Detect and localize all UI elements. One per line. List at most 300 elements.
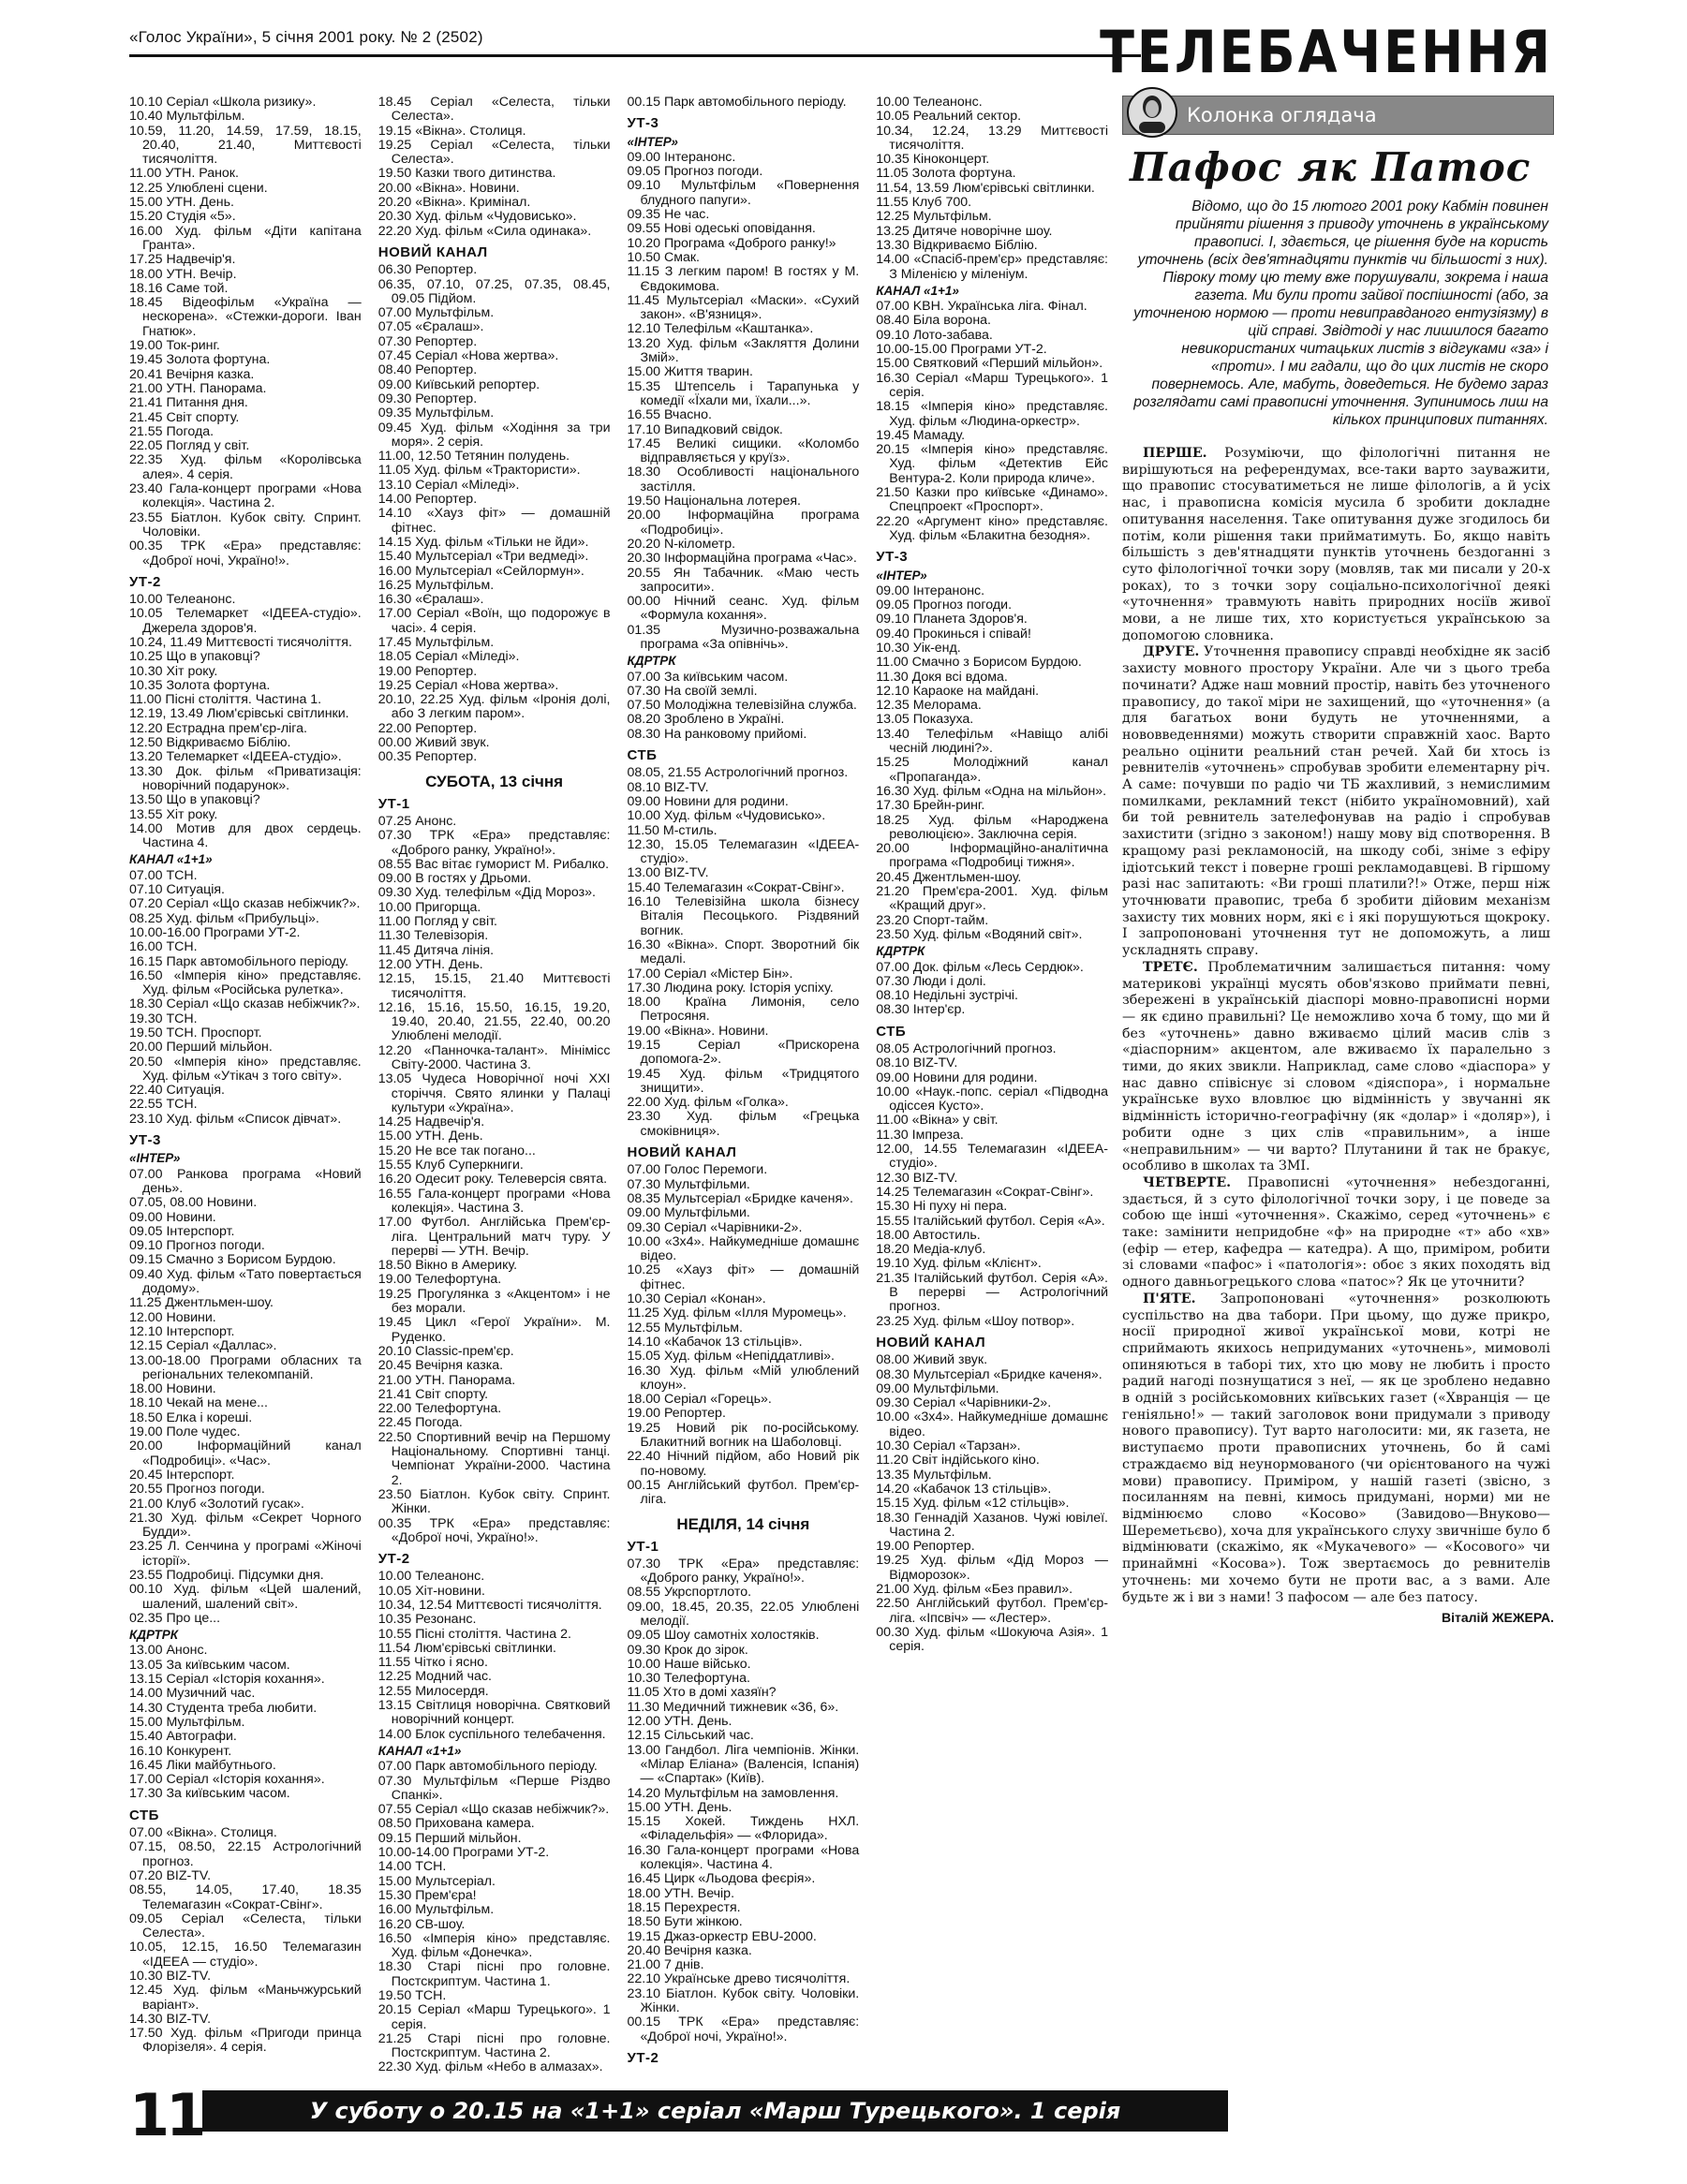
column-heading: Колонка оглядача [1187, 104, 1377, 126]
program-entry: 07.05, 08.00 Новини. [129, 1195, 258, 1211]
program-entry: 02.35 Про це... [129, 1610, 221, 1626]
program-entry: 08.35 Мультсеріал «Бридке каченя». [627, 1190, 853, 1206]
program-entry: 18.50 Бути жінкою. [627, 1914, 743, 1930]
program-entry: 18.15 Перехрестя. [627, 1899, 741, 1915]
program-entry: 19.15 Серіал «Прискорена допомога-2». [627, 1038, 860, 1068]
page-header [129, 18, 1553, 86]
program-entry: 10.00 «3х4». Найкумедніше домашнє відео. [876, 1409, 1108, 1439]
channel-subheading: КДРТРК [876, 944, 925, 959]
program-entry: 20.00 Інформаційно-аналітична програма «Подробиці тижня». [876, 841, 1108, 871]
program-entry: 23.50 Худ. фільм «Водяний світ». [876, 926, 1083, 942]
program-entry: 18.45 Серіал «Селеста, тільки Селеста». [377, 95, 611, 125]
program-entry: 15.05 Худ. фільм «Непіддатливі». [627, 1349, 835, 1365]
channel-subheading: КАНАЛ «1+1» [876, 283, 959, 298]
program-entry: 17.45 Мультфільм. [377, 634, 495, 650]
program-entry: 18.00 УТН. Вечір. [129, 266, 237, 282]
channel-heading: УТ-2 [377, 1551, 410, 1568]
program-entry: 21.00 Клуб «Золотий гусак». [129, 1496, 304, 1512]
program-entry: 23.50 Біатлон. Кубок світу. Спринт. Жінки. [377, 1486, 611, 1517]
program-entry: 12.10 Телефільм «Каштанка». [627, 321, 814, 337]
channel-heading: УТ-1 [627, 1538, 659, 1555]
program-entry: 20.15 Серіал «Марш Турецького». 1 серія. [377, 2002, 611, 2032]
program-entry: 10.05 Реальний сектор. [876, 109, 1022, 125]
program-entry: 12.50 Відкриваємо Біблію. [129, 735, 291, 751]
program-entry: 14.00 ТСН. [377, 1859, 447, 1875]
program-entry: 00.15 Англійський футбол. Прем'єр-ліга. [627, 1477, 860, 1508]
program-entry: 19.00 Репортер. [627, 1406, 726, 1422]
program-entry: 11.45 Мультсеріал «Маски». «Сухий закон». «В'язниця». [627, 292, 860, 323]
program-entry: 08.50 Прихована камера. [377, 1816, 535, 1832]
program-entry: 13.00-18.00 Програми обласних та регіональних телекомпаній. [129, 1352, 362, 1382]
schedule-block [628, 1145, 860, 1507]
program-entry: 19.25 Новий рік по-російському. Блакитний вогник на Шаболовці. [627, 1420, 860, 1451]
program-entry: 10.59, 11.20, 14.59, 17.59, 18.15, 20.40, 21.40, Миттєвості тисячоліття. [129, 123, 362, 168]
program-entry: 13.05 Чудеса Новорічної ночі XXI сторіччя. Свято ялинки у Палаці культури «Україна». [377, 1071, 611, 1115]
program-entry: 14.25 Надвечір'я. [377, 1114, 485, 1130]
program-entry: 11.45 Дитяча лінія. [377, 942, 495, 958]
program-entry: 19.45 Мамаду. [876, 427, 966, 443]
program-entry: 16.30 Худ. фільм «Одна на мільйон». [876, 783, 1107, 799]
program-entry: 00.35 Репортер. [377, 749, 478, 765]
program-entry: 10.00 «3х4». Найкумедніше домашнє відео. [627, 1233, 860, 1264]
program-entry: 19.15 Джаз-оркестр EBU-2000. [627, 1928, 817, 1944]
program-entry: 11.54 Люм'єрівські світлинки. [377, 1640, 556, 1656]
schedule-block [628, 748, 860, 1139]
channel-heading: СТБ [876, 1023, 907, 1040]
program-entry: 21.00 УТН. Панорама. [129, 380, 267, 396]
program-entry: 19.25 Прогулянка з «Акцентом» і не без морали. [377, 1286, 611, 1317]
schedule-block [876, 1335, 1108, 1655]
program-entry: 23.20 Спорт-тайм. [876, 912, 989, 928]
schedule-block [876, 1025, 1108, 1329]
program-entry: 17.30 Людина року. Історія успіху. [627, 980, 834, 996]
program-entry: 09.00 Новини для родини. [627, 793, 789, 809]
program-entry: 09.00 Мультфільми. [627, 1205, 750, 1221]
program-entry: 18.25 Худ. фільм «Народжена революцією». Заключна серія. [876, 812, 1108, 842]
program-entry: 19.15 «Вікна». Столиця. [377, 123, 526, 139]
program-entry: 19.25 Серіал «Нова жертва». [377, 677, 559, 693]
program-entry: 10.20 Програма «Доброго ранку!» [627, 235, 836, 251]
program-entry: 18.15 «Імперія кіно» представляє. Худ. фільм «Людина-оркестр». [876, 399, 1108, 429]
program-entry: 23.30 Худ. фільм «Грецька смоківниця». [627, 1109, 860, 1139]
issue-line: «Голос України», 5 січня 2001 року. № 2 (2502) [129, 28, 483, 46]
program-entry: 09.00 Мультфільми. [876, 1380, 999, 1396]
program-entry: 13.35 Мультфільм. [876, 1467, 992, 1483]
program-entry: 12.16, 15.16, 15.50, 16.15, 19.20, 19.40, 20.40, 21.55, 22.40, 00.20 Улюблені мелодії. [377, 999, 611, 1044]
program-entry: 11.05 Худ. фільм «Трактористи». [377, 463, 581, 479]
schedule-block [378, 245, 611, 765]
program-entry: 20.10, 22.25 Худ. фільм «Іронія долі, або З легким паром». [377, 692, 611, 722]
program-entry: 18.10 Чекай на мене... [129, 1395, 268, 1411]
program-entry: 15.55 Італійський футбол. Серія «А». [876, 1213, 1105, 1229]
program-entry: 17.30 Брейн-ринг. [876, 798, 985, 814]
program-entry: 15.25 Молодіжний канал «Пропаганда». [876, 755, 1108, 785]
program-entry: 07.20 BIZ-TV. [129, 1867, 212, 1883]
program-entry: 14.00 Музичний час. [129, 1686, 256, 1702]
program-entry: 23.40 Гала-концерт програми «Нова колекція». Частина 2. [129, 481, 362, 511]
promo-banner: У суботу о 20.15 на «1+1» серіал «Марш Турецького». 1 серія [202, 2090, 1228, 2132]
program-entry: 18.00 Новини. [129, 1381, 216, 1397]
channel-heading: НОВИЙ КАНАЛ [377, 243, 488, 260]
program-entry: 09.15 Перший мільйон. [377, 1830, 522, 1846]
program-entry: 22.30 Худ. фільм «Небо в алмазах». [377, 2059, 603, 2075]
program-entry: 09.10 Мультфільм «Повернення блудного папуги». [627, 178, 860, 208]
program-entry: 10.30 Серіал «Тарзан». [876, 1439, 1021, 1454]
program-entry: 22.50 Англійський футбол. Прем'єр-ліга. «Іпсвіч» — «Лестер». [876, 1596, 1108, 1626]
article-paragraph [1122, 644, 1550, 959]
program-entry: 12.25 Модний час. [377, 1669, 492, 1685]
program-entry: 08.10 BIZ-TV. [627, 779, 709, 795]
program-entry: 19.25 Серіал «Селеста, тільки Селеста». [377, 137, 611, 168]
channel-subheading: КАНАЛ «1+1» [377, 1743, 462, 1758]
program-entry: 10.05 Хіт-новини. [377, 1583, 485, 1599]
schedule-block [876, 284, 1108, 543]
program-entry: 16.30 Серіал «Марш Турецького». 1 серія. [876, 370, 1108, 400]
program-entry: 23.55 Біатлон. Кубок світу. Спринт. Чоловіки. [129, 509, 362, 539]
program-entry: 16.20 Одесит року. Телеверсія свята. [377, 1172, 608, 1188]
program-entry: 07.30 На своїй землі. [627, 683, 758, 699]
schedule-block [628, 654, 860, 742]
program-entry: 11.30 Телевізорія. [377, 928, 489, 944]
program-entry: 11.00 Пісні століття. Частина 1. [129, 692, 322, 708]
program-entry: 15.00 УТН. День. [377, 1129, 483, 1144]
program-entry: 15.00 Мультфільм. [129, 1714, 245, 1730]
program-entry: 22.45 Погода. [377, 1415, 463, 1431]
program-entry: 18.50 Елка і кореші. [129, 1409, 253, 1425]
program-entry: 13.30 Відкриваємо Біблію. [876, 237, 1038, 253]
program-entry: 10.10 Серіал «Школа ризику». [129, 95, 317, 110]
program-entry: 15.55 Клуб Суперкниги. [377, 1158, 524, 1173]
program-entry: 07.45 Серіал «Нова жертва». [377, 348, 559, 364]
program-entry: 20.20 «Вікна». Кримінал. [377, 195, 531, 211]
program-entry: 16.00 Худ. фільм «Діти капітана Гранта». [129, 223, 362, 253]
channel-subheading: КДРТРК [129, 1628, 179, 1643]
program-entry: 13.55 Хіт року. [129, 806, 218, 822]
article-paragraph [1122, 1291, 1550, 1606]
program-entry: 09.05 Серіал «Селеста, тільки Селеста». [129, 1911, 362, 1941]
program-entry: 22.00 Телефортуна. [377, 1401, 502, 1417]
program-entry: 10.00-14.00 Програми УТ-2. [377, 1845, 550, 1861]
program-entry: 20.55 Прогноз погоди. [129, 1482, 265, 1498]
program-entry: 15.40 Автографи. [129, 1729, 237, 1745]
program-entry: 21.35 Італійський футбол. Серія «А». В перерві — Астрологічний прогноз. [876, 1270, 1108, 1315]
program-entry: 00.35 ТРК «Ера» представляє: «Доброї ночі, Україно!». [377, 1515, 611, 1545]
program-entry: 08.20 Зроблено в Україні. [627, 712, 785, 728]
paragraph-text: Уточнення правопису справді необхідне як засіб захисту мовного простору України. Але чи з цього треба починати? Адже наш мовний простір, навіть без уточненого правопису, до такої міри не захищений, що «уточнення» (а для багатьох вони будуть не уточненнями, а нововведеннями) можуть створити справжній хаос. Варто реально оцінити реальний стан речей. Хай би хтось із ревнителів «уточнень» спробував зробити елементарну річ. А саме: почувши по радіо чи ТБ жахливий, з немислимим помилками, рекламний текст (нібито україномовний), хай би той ревнитель зателефонував на радіо і спробував захистити (згідно з законом!) нашу мову від спотворення. В кращому разі рекламоносій, на шкоду собі, зніме з ефіру ідіотський текст і поверне гроші рекламодавцеві. В гіршому разі нас запитають: «Ви гроші платили?!» Отже, перш ніж уточнювати правопис, треба б зробити дійовим механізм захисту тих мовних норм, які є і які порушуються щокроку. І запропоновані уточнення тут не допоможуть, а лиш ускладнять справу. [1122, 644, 1550, 959]
program-entry: 10.00 Телеанонс. [129, 592, 236, 608]
program-entry: 18.05 Серіал «Міледі». [377, 649, 520, 665]
tv-schedule [129, 96, 1108, 2081]
program-entry: 08.30 Інтер'єр. [876, 1002, 966, 1018]
schedule-block [129, 852, 362, 1127]
program-entry: 16.50 «Імперія кіно» представляє. Худ. фільм «Донечка». [377, 1930, 611, 1961]
program-entry: 15.00 УТН. День. [129, 195, 234, 211]
program-entry: 09.55 Нові одеські оповідання. [627, 221, 816, 237]
channel-heading: СТБ [129, 1807, 159, 1823]
program-entry: 16.50 «Імперія кіно» представляє. Худ. фільм «Російська рулетка». [129, 967, 362, 998]
program-entry: 00.35 ТРК «Ера» представляє: «Доброї ночі, Україно!». [129, 539, 362, 568]
program-entry: 19.25 Худ. фільм «Дід Мороз — Відморозок». [876, 1553, 1108, 1583]
program-entry: 19.00 Телефортуна. [377, 1272, 502, 1288]
program-entry: 08.40 Репортер. [377, 362, 478, 378]
program-entry: 09.35 Мультфільм. [377, 406, 495, 421]
program-entry: 21.41 Питання дня. [129, 395, 248, 411]
program-entry: 22.35 Худ. фільм «Королівська алея». 4 серія. [129, 452, 362, 482]
program-entry: 14.20 «Кабачок 13 стільців». [876, 1481, 1052, 1497]
program-entry: 09.30 Серіал «Чарівники-2». [876, 1395, 1052, 1411]
program-entry: 21.41 Світ спорту. [377, 1386, 489, 1402]
schedule-block [628, 116, 860, 652]
article-paragraph [1122, 960, 1550, 1175]
program-entry: 11.50 М-стиль. [627, 822, 718, 838]
program-entry: 17.00 Футбол. Англійська Прем'єр-ліга. Центральний матч туру. У перерві — УТН. Вечір. [377, 1215, 611, 1259]
program-entry: 18.20 Медіа-клуб. [876, 1242, 986, 1258]
program-entry: 20.41 Вечірня казка. [129, 366, 255, 382]
program-entry: 21.00 УТН. Панорама. [377, 1372, 516, 1388]
channel-subheading: КАНАЛ «1+1» [129, 852, 213, 867]
program-entry: 07.30 ТРК «Ера» представляє: «Доброго ранку, Україно!». [627, 1556, 860, 1586]
paragraph-label: П'ЯТЕ. [1143, 1291, 1196, 1306]
program-entry: 00.30 Худ. фільм «Шокуюча Азія». 1 серія. [876, 1624, 1108, 1655]
program-entry: 08.10 BIZ-TV. [876, 1055, 958, 1071]
program-entry: 10.30 Уік-енд. [876, 640, 961, 656]
program-entry: 21.50 Казки про київське «Динамо». Спецпроект «Проспорт». [876, 485, 1108, 515]
program-entry: 16.45 Цирк «Льодова феєрія». [627, 1871, 816, 1887]
program-entry: 09.10 Лото-забава. [876, 327, 993, 343]
program-entry: 09.05 Шоу самотніх холостяків. [627, 1628, 820, 1644]
program-entry: 11.00 УТН. Ранок. [129, 166, 239, 182]
program-entry: 15.30 Прем'єра! [377, 1887, 477, 1903]
program-entry: 21.00 Худ. фільм «Без правил». [876, 1581, 1073, 1597]
program-entry: 09.10 Прогноз погоди. [129, 1238, 265, 1254]
channel-heading: НОВИЙ КАНАЛ [627, 1144, 737, 1161]
program-entry: 07.30 Репортер. [377, 333, 478, 349]
paragraph-label: ТРЕТЄ. [1143, 959, 1198, 975]
program-entry: 07.25 Анонс. [377, 813, 457, 829]
program-entry: 12.30 BIZ-TV. [876, 1170, 958, 1186]
program-entry: 09.00 Новини. [129, 1209, 216, 1225]
program-entry: 12.10 Інтерспорт. [129, 1323, 235, 1339]
program-entry: 19.50 Казки твого дитинства. [377, 166, 556, 182]
channel-heading: НОВИЙ КАНАЛ [876, 1334, 986, 1350]
program-entry: 12.25 Мультфільм. [876, 209, 992, 225]
program-entry: 19.00 «Вікна». Новини. [627, 1023, 769, 1039]
program-entry: 11.30 Імпреза. [876, 1127, 964, 1143]
program-entry: 09.00 Київський репортер. [377, 376, 540, 392]
program-entry: 12.55 Мультфільм. [627, 1320, 743, 1335]
program-entry: 16.00 Мультфільм. [377, 1902, 495, 1918]
program-entry: 12.30, 15.05 Телемагазин «ІДЕЕА-студіо». [627, 836, 860, 867]
program-entry: 11.25 Худ. фільм «Ілля Муромець». [627, 1306, 847, 1321]
schedule-block [129, 96, 362, 568]
program-entry: 20.00 Інформаційний канал «Подробиці». «Час». [129, 1439, 362, 1468]
program-entry: 16.30 Худ. фільм «Мій улюблений клоун». [627, 1363, 860, 1393]
program-entry: 13.00 Гандбол. Ліга чемпіонів. Жінки. «Мілар Еліана» (Валенсія, Іспанія) — «Спартак» (Київ). [627, 1742, 860, 1787]
program-entry: 13.20 Худ. фільм «Закляття Долини Змій». [627, 335, 860, 366]
program-entry: 16.10 Телевізійна школа бізнесу Віталія Песоцького. Різдвяний вогник. [627, 894, 860, 938]
program-entry: 17.00 Серіал «Містер Бін». [627, 966, 793, 981]
program-entry: 21.25 Старі пісні про головне. Постскриптум. Частина 2. [377, 2030, 611, 2061]
program-entry: 15.20 Не все так погано... [377, 1143, 536, 1158]
program-entry: 18.30 Серіал «Що сказав небіжчик?». [129, 996, 361, 1012]
program-entry: 19.00 Репортер. [876, 1539, 975, 1555]
program-entry: 21.45 Світ спорту. [129, 409, 240, 425]
program-entry: 20.10 Classic-прем'єр. [377, 1343, 514, 1359]
program-entry: 11.30 Докя всі вдома. [876, 669, 1008, 685]
channel-subheading: КДРТРК [627, 654, 676, 669]
program-entry: 20.45 Джентльмен-шоу. [876, 869, 1022, 885]
program-entry: 19.50 ТСН. Проспорт. [129, 1026, 262, 1040]
program-entry: 17.25 Надвечір'я. [129, 252, 236, 268]
program-entry: 18.30 Особливості національного застілля. [627, 465, 860, 494]
program-entry: 16.55 Вчасно. [627, 407, 712, 423]
program-entry: 13.05 За київським часом. [129, 1657, 290, 1673]
program-entry: 12.19, 13.49 Люм'єрівські світлинки. [129, 706, 349, 722]
program-entry: 14.00 «Спасіб-прем'єр» представляє: З Міленією у міленіум. [876, 252, 1108, 282]
program-entry: 06.30 Репортер. [377, 262, 478, 278]
program-entry: 07.30 ТРК «Ера» представляє: «Доброго ранку, Україно!». [377, 828, 611, 858]
program-entry: 23.10 Худ. фільм «Список дівчат». [129, 1111, 342, 1127]
program-entry: 21.30 Худ. фільм «Секрет Чорного Будди». [129, 1510, 362, 1541]
article-paragraph [1122, 1175, 1550, 1291]
program-entry: 16.00 ТСН. [129, 939, 198, 955]
program-entry: 07.00 Мультфільм. [377, 305, 495, 321]
program-entry: 08.05, 21.55 Астрологічний прогноз. [627, 765, 849, 781]
channel-subheading: «ІНТЕР» [627, 134, 678, 149]
program-entry: 09.00 Інтеранонс. [876, 583, 985, 598]
program-entry: 21.55 Погода. [129, 423, 215, 439]
program-entry: 14.00 Репортер. [377, 492, 478, 508]
day-heading: СУБОТА, 13 січня [425, 772, 564, 790]
program-entry: 11.30 Медичний тижневик «36, 6». [627, 1699, 839, 1715]
program-entry: 13.25 Дитяче новорічне шоу. [876, 223, 1053, 239]
program-entry: 06.35, 07.10, 07.25, 07.35, 08.45, 09.05 Підйом. [377, 276, 611, 306]
program-entry: 07.00 Ранкова програма «Новий день». [129, 1166, 362, 1196]
program-entry: 18.50 Вікно в Америку. [377, 1258, 518, 1274]
program-entry: 16.30 «Єралаш». [377, 592, 484, 608]
program-entry: 14.30 Студента треба любити. [129, 1700, 318, 1716]
program-entry: 22.40 Ситуація. [129, 1083, 226, 1099]
schedule-block [378, 1552, 611, 1742]
program-entry: 21.20 Прем'єра-2001. Худ. фільм «Кращий друг». [876, 884, 1108, 914]
program-entry: 12.25 Улюблені сцени. [129, 180, 268, 196]
column-heading-bar [1122, 96, 1554, 135]
program-entry: 16.10 Конкурент. [129, 1743, 232, 1759]
program-entry: 20.40 Вечірня казка. [627, 1942, 752, 1958]
program-entry: 16.00 Мультсеріал «Сейлормун». [377, 563, 585, 579]
program-entry: 08.30 Мультсеріал «Бридке каченя». [876, 1366, 1102, 1382]
program-entry: 13.00 Анонс. [129, 1643, 208, 1659]
program-entry: 20.00 «Вікна». Новини. [377, 180, 520, 196]
program-entry: 09.00, 18.45, 20.35, 22.05 Улюблені мелодії. [627, 1599, 860, 1629]
program-entry: 09.30 Репортер. [377, 391, 478, 406]
program-entry: 10.30 Телефортуна. [627, 1671, 750, 1687]
paragraph-label: ЧЕТВЕРТЕ. [1143, 1174, 1232, 1190]
channel-subheading: «ІНТЕР» [876, 568, 927, 583]
program-entry: 12.00 УТН. День. [627, 1714, 733, 1730]
program-entry: 09.30 Серіал «Чарівники-2». [627, 1219, 803, 1235]
program-entry: 20.20 N-кілометр. [627, 536, 736, 552]
program-entry: 10.50 Смак. [627, 249, 700, 265]
program-entry: 13.50 Що в упаковці? [129, 792, 260, 808]
program-entry: 19.45 Золота фортуна. [129, 352, 271, 368]
program-entry: 12.15, 15.15, 21.40 Миттєвості тисячоліття. [377, 971, 611, 1001]
program-entry: 18.00 Автостиль. [876, 1227, 981, 1243]
columnist-section [1122, 96, 1554, 2081]
program-entry: 23.55 Подробиці. Підсумки дня. [129, 1567, 324, 1583]
program-entry: 15.15 Худ. фільм «12 стільців». [876, 1496, 1070, 1512]
program-entry: 11.54, 13.59 Люм'єрівські світлинки. [876, 180, 1095, 196]
program-entry: 15.00 Святковий «Перший мільйон». [876, 356, 1103, 372]
program-entry: 07.00 «Вікна». Столиця. [129, 1825, 277, 1841]
day-heading: НЕДІЛЯ, 14 січня [676, 1514, 810, 1533]
program-entry: 08.05 Астрологічний прогноз. [876, 1041, 1057, 1056]
program-entry: 22.55 ТСН. [129, 1097, 198, 1113]
channel-heading: УТ-3 [129, 1132, 161, 1149]
program-entry: 10.00 «Наук.-попс. серіал «Підводна одіссея Кусто». [876, 1084, 1108, 1114]
program-entry: 14.00 Мотив для двох сердець. Частина 4. [129, 820, 362, 851]
channel-heading: УТ-2 [129, 573, 161, 590]
program-entry: 14.20 Мультфільм на замовлення. [627, 1785, 839, 1801]
program-entry: 12.45 Худ. фільм «Маньчжурський варіант». [129, 1983, 362, 2013]
program-entry: 10.25 Що в упаковці? [129, 649, 260, 665]
program-entry: 01.35 Музично-розважальна програма «За опівнічь». [627, 622, 860, 652]
program-entry: 23.25 Л. Сенчина у програмі «Жіночі історії». [129, 1539, 362, 1569]
program-entry: 11.00 Смачно з Борисом Бурдою. [876, 655, 1082, 671]
program-entry: 10.00 Телеанонс. [377, 1569, 485, 1585]
program-entry: 19.10 Худ. фільм «Клієнт». [876, 1256, 1042, 1272]
program-entry: 14.10 «Хауз фіт» — домашній фітнес. [377, 506, 611, 536]
channel-subheading: «ІНТЕР» [129, 1151, 181, 1166]
program-entry: 16.20 СВ-шоу. [377, 1916, 466, 1932]
program-entry: 08.25 Худ. фільм «Прибульці». [129, 910, 319, 926]
schedule-block [876, 550, 1108, 942]
program-entry: 16.30 Гала-концерт програми «Нова колекція». Частина 4. [627, 1842, 860, 1873]
program-entry: 18.00 Серіал «Горець». [627, 1392, 772, 1408]
program-entry: 22.10 Українське древо тисячоліття. [627, 1971, 851, 1987]
program-entry: 13.00 BIZ-TV. [627, 865, 709, 881]
program-entry: 21.00 7 днів. [627, 1957, 704, 1973]
program-entry: 10.05, 12.15, 16.50 Телемагазин «ІДЕЕА — студіо». [129, 1940, 362, 1970]
program-entry: 07.30 Мультфільми. [627, 1176, 750, 1192]
program-entry: 19.00 Ток-ринг. [129, 338, 220, 354]
program-entry: 11.05 Золота фортуна. [876, 166, 1016, 182]
program-entry: 11.00 Погляд у світ. [377, 914, 497, 930]
program-entry: 09.00 Інтеранонс. [627, 149, 736, 165]
program-entry: 10.34, 12.24, 13.29 Миттєвості тисячоліття. [876, 123, 1108, 153]
program-entry: 08.55 Вас вітає гуморист М. Рибалко. [377, 856, 610, 872]
program-entry: 10.00-16.00 Програми УТ-2. [129, 924, 301, 940]
program-entry: 20.00 Перший мільйон. [129, 1040, 273, 1055]
program-entry: 14.25 Телемагазин «Сократ-Свінг». [876, 1184, 1094, 1200]
program-entry: 17.45 Великі сищики. «Коломбо відправляється у круїз». [627, 435, 860, 466]
program-entry: 10.05 Телемаркет «ІДЕЕА-студіо». Джерела здоров'я. [129, 606, 362, 636]
program-entry: 12.00 УТН. День. [377, 956, 483, 972]
program-entry: 10.00 Телеанонс. [876, 95, 983, 110]
program-entry: 07.00 ТСН. [129, 867, 198, 883]
program-entry: 10.35 Золота фортуна. [129, 677, 271, 693]
paragraph-label: ДРУГЕ. [1143, 644, 1200, 660]
program-entry: 17.00 Серіал «Історія кохання». [129, 1772, 325, 1788]
program-entry: 13.20 Телемаркет «ІДЕЕА-студіо». [129, 749, 342, 765]
program-entry: 20.00 Інформаційна програма «Подробиці». [627, 508, 860, 538]
channel-heading: СТБ [627, 747, 658, 764]
program-entry: 13.05 Показуха. [876, 712, 974, 728]
program-entry: 08.30 На ранковому прийомі. [627, 726, 807, 742]
program-entry: 11.00, 12.50 Тетянин полудень. [377, 449, 570, 465]
program-entry: 23.25 Худ. фільм «Шоу потвор». [876, 1313, 1075, 1329]
program-entry: 07.20 Серіал «Що сказав небіжчик?». [129, 896, 361, 912]
